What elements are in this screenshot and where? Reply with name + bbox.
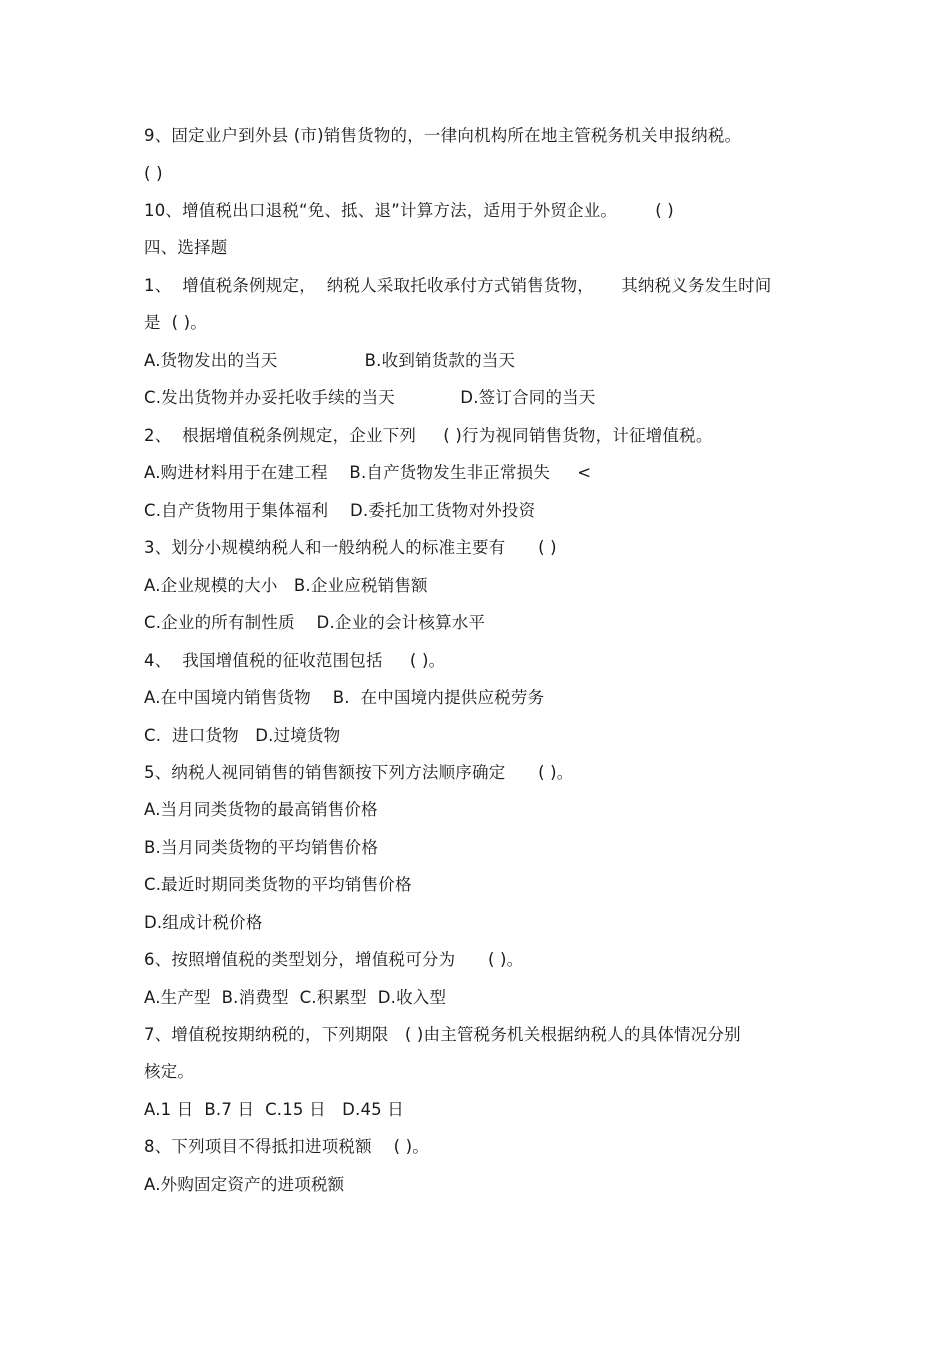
section-heading: 四、选择题 (144, 238, 228, 257)
option-line: C.最近时期同类货物的平均销售价格 (144, 875, 412, 894)
text-line: 9、固定业户到外县 (市)销售货物的，一律向机构所在地主管税务机关申报纳税。 (144, 126, 742, 145)
option-line: A.生产型 B.消费型 C.积累型 D.收入型 (144, 988, 447, 1007)
question-text: 5、纳税人视同销售的销售额按下列方法顺序确定 ( )。 (144, 763, 574, 782)
option-line: A.购进材料用于在建工程 B.自产货物发生非正常损失 < (144, 463, 592, 482)
question-text: 6、按照增值税的类型划分，增值税可分为 ( )。 (144, 950, 524, 969)
question-text: 3、划分小规模纳税人和一般纳税人的标准主要有 ( ) (144, 538, 557, 557)
text-line: 10、增值税出口退税“免、抵、退”计算方法，适用于外贸企业。 ( ) (144, 201, 674, 220)
option-line: A.企业规模的大小 B.企业应税销售额 (144, 576, 428, 595)
option-line: A.当月同类货物的最高销售价格 (144, 800, 378, 819)
option-line: A.货物发出的当天 B.收到销货款的当天 (144, 351, 516, 370)
text-line: ( ) (144, 164, 163, 183)
option-line: C.发出货物并办妥托收手续的当天 D.签订合同的当天 (144, 388, 596, 407)
option-line: C.自产货物用于集体福利 D.委托加工货物对外投资 (144, 501, 536, 520)
option-line: A.外购固定资产的进项税额 (144, 1175, 345, 1194)
question-text: 1、 增值税条例规定， 纳税人采取托收承付方式销售货物， 其纳税义务发生时间 (144, 276, 772, 295)
question-text: 核定。 (144, 1062, 195, 1081)
question-text: 8、下列项目不得抵扣进项税额 ( )。 (144, 1137, 429, 1156)
question-text: 7、增值税按期纳税的，下列期限 ( )由主管税务机关根据纳税人的具体情况分别 (144, 1025, 741, 1044)
option-line: D.组成计税价格 (144, 913, 263, 932)
question-text: 2、 根据增值税条例规定，企业下列 ( )行为视同销售货物，计征增值税。 (144, 426, 713, 445)
question-text: 4、 我国增值税的征收范围包括 ( )。 (144, 651, 446, 670)
option-line: A.在中国境内销售货物 B. 在中国境内提供应税劳务 (144, 688, 545, 707)
option-line: A.1 日 B.7 日 C.15 日 D.45 日 (144, 1100, 405, 1119)
option-line: B.当月同类货物的平均销售价格 (144, 838, 379, 857)
option-line: C.企业的所有制性质 D.企业的会计核算水平 (144, 613, 486, 632)
option-line: C. 进口货物 D.过境货物 (144, 726, 341, 745)
question-text: 是 ( )。 (144, 313, 208, 332)
